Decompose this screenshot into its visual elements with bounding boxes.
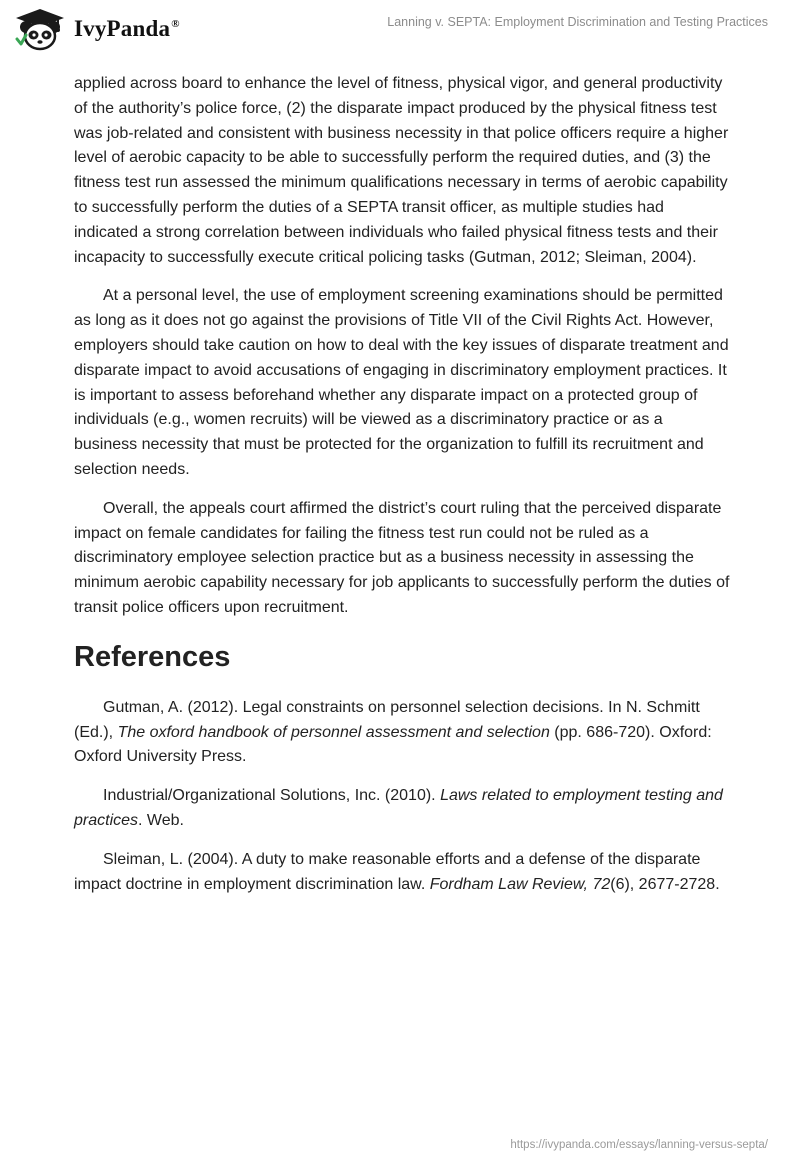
reference-entry: Gutman, A. (2012). Legal constraints on personnel selection decisions. In N. Schmitt (Ed.), The oxford handbook of personnel assessment and selection (pp. 686-720). Oxford: Oxford University Press. (74, 698, 712, 766)
reference-entry: Industrial/Organizational Solutions, Inc. (2010). Laws related to employment testing and practices. Web. (74, 787, 723, 829)
brand-name: IvyPanda® (74, 16, 180, 41)
reference-entry: Sleiman, L. (2004). A duty to make reasonable efforts and a defense of the disparate impact doctrine in employment discrimination law. Fordham Law Review, 72(6), 2677-2728. (74, 850, 720, 893)
paragraph-continuation: applied across board to enhance the level of fitness, physical vigor, and general productivity of the authority’s police force, (2) the disparate impact produced by the physical fitness test was job-related and consistent with business necessity in that police officers require a higher level of aerobic capacity to be able to successfully perform the required duties, and (3) the fitness test run assessed the minimum qualifications necessary in terms of aerobic capability to successfully perform the duties of a SEPTA transit officer, as multiple studies had indicated a strong correlation between individuals who failed physical fitness tests and their incapacity to successfully execute critical policing tasks (Gutman, 2012; Sleiman, 2004). (74, 75, 729, 266)
ivypanda-logo[interactable] (14, 7, 180, 51)
page-header (0, 0, 800, 62)
paragraph-personal-level: At a personal level, the use of employment screening examinations should be permitted as long as it does not go against the provisions of Title VII of the Civil Rights Act. However, employers should take caution on how to deal with the key issues of disparate treatment and disparate impact to avoid accusations of engaging in discriminatory employment practices. It is important to assess beforehand whether any disparate impact on a protected group of individuals (e.g., women recruits) will be viewed as a discriminatory practice or as a business necessity that must be protected for the organization to fulfill its recruitment and selection needs. (74, 287, 729, 478)
panda-graduate-icon (14, 7, 66, 51)
references-heading: References (74, 640, 231, 673)
paragraph-overall: Overall, the appeals court affirmed the district’s court ruling that the perceived disparate impact on female candidates for failing the fitness test run could not be ruled as a discriminatory employee selection practice but as a business necessity in assessing the minimum aerobic capability necessary for job applicants to successfully perform the duties of transit police officers upon recruitment. (74, 499, 730, 616)
running-title: Lanning v. SEPTA: Employment Discrimination and Testing Practices (387, 15, 768, 29)
essay-content (74, 72, 730, 911)
source-url[interactable]: https://ivypanda.com/essays/lanning-versus-septa/ (510, 1139, 768, 1151)
